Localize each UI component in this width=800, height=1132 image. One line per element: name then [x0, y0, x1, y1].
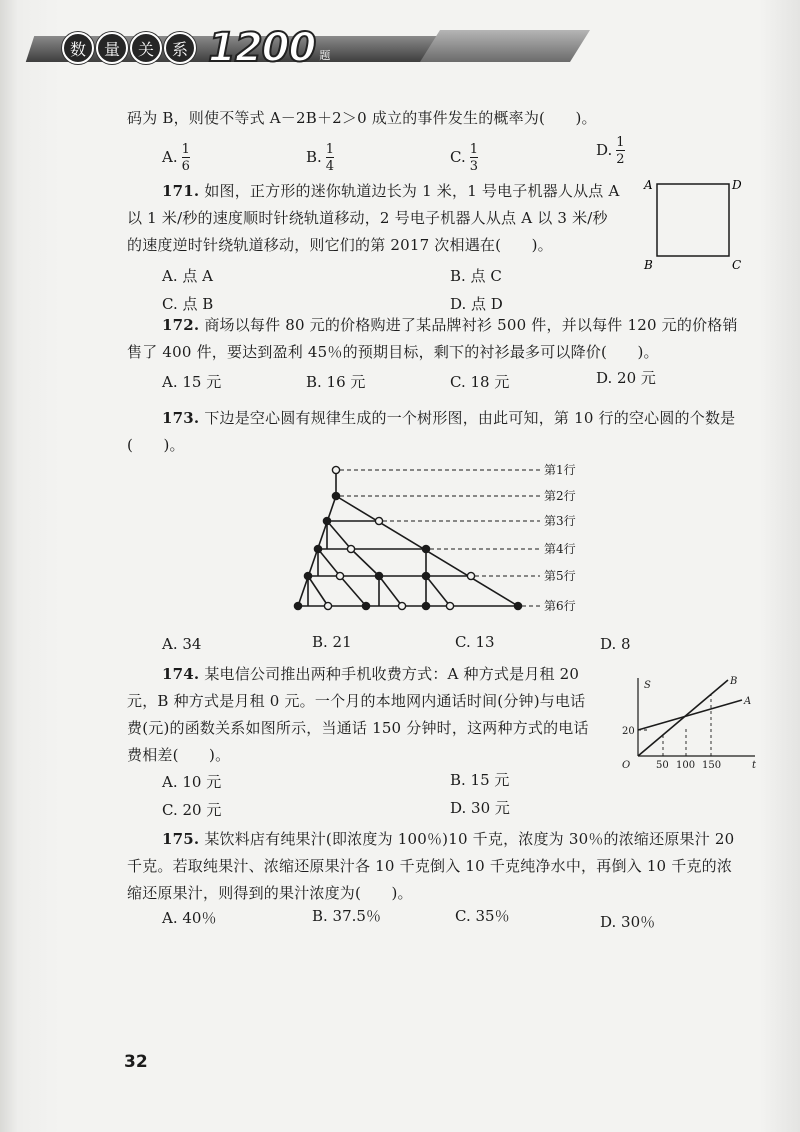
q172-option-a: A. 15 元	[162, 373, 222, 391]
y-axis-label: S	[644, 680, 651, 691]
page-number: 32	[124, 1052, 148, 1072]
q171-option-a: A. 点 A	[162, 267, 213, 285]
q174-option-d: D. 30 元	[450, 799, 510, 817]
line-a-label: A	[744, 696, 752, 707]
q170-option-a: A. $\frac{1}{6}$	[162, 142, 190, 174]
tree-node-hollow	[336, 572, 343, 579]
tree-node-hollow	[332, 466, 339, 473]
q171-option-d: D. 点 D	[450, 295, 503, 313]
q170-option-d: D. $\frac{1}{2}$	[596, 135, 625, 167]
q175-line2: 千克。若取纯果汁、浓缩还原果汁各 10 千克倒入 10 千克纯净水中，再倒入 10 千克的浓	[127, 857, 733, 875]
q175-option-c: C. 35％	[455, 907, 510, 925]
header-char-2: 量	[96, 32, 128, 64]
header-char-3: 关	[130, 32, 162, 64]
q174-line3: 费(元)的函数关系如图所示，当通话 150 分钟时，这两种方式的电话	[127, 719, 589, 737]
tree-node-hollow	[324, 602, 331, 609]
q174-option-b: B. 15 元	[450, 771, 510, 789]
origin-label: O	[622, 760, 631, 771]
q172-option-b: B. 16 元	[306, 373, 366, 391]
vertex-b-label: B	[644, 258, 653, 272]
q171-line2: 以 1 米/秒的速度顺时针绕轨道移动，2 号电子机器人从点 A 以 3 米/秒	[127, 209, 608, 227]
q175-option-a: A. 40％	[162, 909, 217, 927]
q174-line4: 费相差( )。	[127, 746, 231, 764]
tree-node-solid	[422, 572, 429, 579]
row-label-2: 第2行	[544, 489, 576, 503]
tree-node-solid	[294, 602, 301, 609]
tree-node-hollow	[446, 602, 453, 609]
row-label-1: 第1行	[544, 463, 576, 477]
tree-node-hollow	[398, 602, 405, 609]
tree-node-solid	[375, 572, 382, 579]
header-title	[62, 25, 331, 71]
row-label-5: 第5行	[544, 569, 576, 583]
q170-option-c: C. $\frac{1}{3}$	[450, 142, 478, 174]
tree-node-solid	[323, 517, 330, 524]
q174-line1: 174. 某电信公司推出两种手机收费方式：A 种方式是月租 20	[162, 665, 580, 683]
vertex-c-label: C	[732, 258, 742, 272]
header-char-4: 系	[164, 32, 196, 64]
line-b-label: B	[730, 676, 738, 687]
tree-node-solid	[332, 492, 339, 499]
q170-stem: 码为 B，则使不等式 A－2B＋2＞0 成立的事件发生的概率为( )。	[127, 109, 597, 127]
x-tick-50: 50	[656, 760, 669, 771]
book-header	[30, 24, 590, 70]
q175-option-d: D. 30％	[600, 913, 656, 931]
q173-option-c: C. 13	[455, 633, 495, 651]
header-banner-tail	[420, 30, 590, 62]
row-label-3: 第3行	[544, 514, 576, 528]
q171-line1: 171. 如图，正方形的迷你轨道边长为 1 米，1 号电子机器人从点 A	[162, 182, 620, 200]
x-tick-150: 150	[702, 760, 722, 771]
vertex-a-label: A	[644, 178, 653, 192]
q171-line3: 的速度逆时针绕轨道移动，则它们的第 2017 次相遇在( )。	[127, 236, 553, 254]
q174-line2: 元，B 种方式是月租 0 元。一个月的本地网内通话时间(分钟)与电话	[127, 692, 586, 710]
line-b	[638, 680, 728, 756]
q173-option-a: A. 34	[162, 635, 202, 653]
q174-option-c: C. 20 元	[162, 801, 222, 819]
q173-line2: ( )。	[127, 436, 185, 454]
q175-option-b: B. 37.5％	[312, 907, 381, 925]
tree-node-solid	[314, 545, 321, 552]
header-char-1: 数	[62, 32, 94, 64]
q172-line2: 售了 400 件，要达到盈利 45％的预期目标，剩下的衬衫最多可以降价( )。	[127, 343, 659, 361]
tree-node-hollow	[375, 517, 382, 524]
q170-option-b: B. $\frac{1}{4}$	[306, 142, 335, 174]
q171-option-c: C. 点 B	[162, 295, 214, 313]
tree-node-solid	[422, 545, 429, 552]
q173-option-d: D. 8	[600, 635, 631, 653]
square-track-figure	[640, 172, 760, 277]
q172-option-d: D. 20 元	[596, 369, 656, 387]
q175-line3: 缩还原果汁，则得到的果汁浓度为( )。	[127, 884, 413, 902]
q174-option-a: A. 10 元	[162, 773, 222, 791]
x-tick-100: 100	[676, 760, 696, 771]
tree-node-hollow	[347, 545, 354, 552]
tree-node-solid	[422, 602, 429, 609]
billing-function-graph	[620, 672, 760, 772]
q172-line1: 172. 商场以每件 80 元的价格购进了某品牌衬衫 500 件，并以每件 120 元的价格销	[162, 316, 738, 334]
q172-option-c: C. 18 元	[450, 373, 510, 391]
row-label-6: 第6行	[544, 599, 576, 613]
q171-option-b: B. 点 C	[450, 267, 502, 285]
vertex-d-label: D	[732, 178, 742, 192]
line-a	[638, 700, 742, 730]
tree-node-hollow	[467, 572, 474, 579]
header-number: 1200	[208, 25, 316, 71]
tree-node-solid	[362, 602, 369, 609]
tree-node-solid	[514, 602, 521, 609]
y-tick-20: 20	[622, 726, 635, 737]
tree-diagram	[290, 458, 600, 620]
header-suffix: 题	[319, 49, 331, 62]
x-axis-label: t	[752, 760, 757, 771]
square-track	[657, 184, 729, 256]
q175-line1: 175. 某饮料店有纯果汁(即浓度为 100％)10 千克，浓度为 30％的浓缩还原果汁 20	[162, 830, 735, 848]
tree-node-solid	[304, 572, 311, 579]
q173-line1: 173. 下边是空心圆有规律生成的一个树形图，由此可知，第 10 行的空心圆的个数是	[162, 409, 736, 427]
q173-option-b: B. 21	[312, 633, 352, 651]
row-label-4: 第4行	[544, 542, 576, 556]
